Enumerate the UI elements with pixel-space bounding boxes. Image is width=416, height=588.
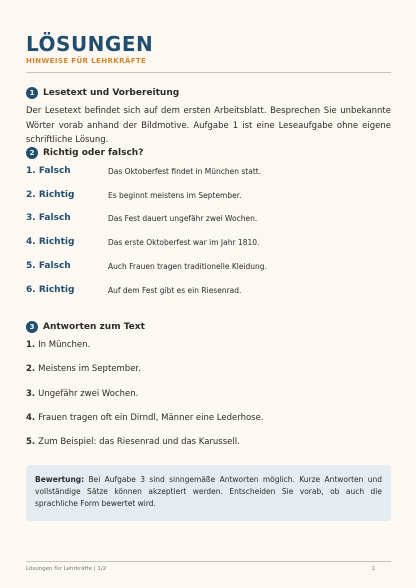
header-divider (26, 72, 391, 73)
section-1-paragraph: Der Lesetext befindet sich auf dem ersten Arbeitsblatt. Besprechen Sie unbekannte Wörter vorab anhand der Bildmotive. Aufgabe 1 ist eine Leseaufgabe ohne eigene schriftliche Lösung. (26, 106, 391, 145)
answer-number: 5. (26, 437, 36, 447)
true-false-item (26, 259, 391, 273)
answer-text: Zum Beispiel: das Riesenrad und das Karussell. (38, 437, 240, 447)
answer-item (26, 362, 391, 376)
answer-item (26, 387, 391, 401)
page-number: 1 (371, 566, 375, 572)
section-2-heading (26, 146, 143, 160)
statement-text: Es beginnt meistens im September. (108, 190, 242, 200)
note-text: Bei Aufgabe 3 sind sinngemäße Antworten möglich. Kurze Antworten und vollständige Sätze können akzeptiert werden. Entscheiden Sie vorab, ob auch die sprachliche Form bewertet wird. (35, 475, 383, 508)
answer-label: 3. Falsch (26, 213, 71, 223)
section-title: Lesetext und Vorbereitung (43, 88, 180, 98)
answer-number: 1. (26, 340, 36, 350)
section-1-heading (26, 86, 179, 100)
answer-label: 5. Falsch (26, 261, 71, 271)
page-title: LÖSUNGEN (26, 32, 154, 56)
evaluation-note (26, 465, 391, 521)
statement-text: Das Oktoberfest findet in München statt. (108, 166, 262, 176)
answer-label: 1. Falsch (26, 166, 71, 176)
answer-text: Frauen tragen oft ein Dirndl, Männer eine Lederhose. (38, 413, 264, 423)
answer-item (26, 435, 391, 449)
answer-number: 2. (26, 364, 36, 374)
true-false-item (26, 235, 391, 249)
footer-divider (26, 561, 391, 562)
section-number-badge: 2 (26, 147, 38, 159)
answer-label: 2. Richtig (26, 190, 75, 200)
answer-item (26, 411, 391, 425)
answer-label: 6. Richtig (26, 285, 75, 295)
answer-text: Ungefähr zwei Wochen. (38, 389, 139, 399)
answer-text: In München. (38, 340, 91, 350)
answer-item (26, 338, 391, 352)
statement-text: Auch Frauen tragen traditionelle Kleidung. (108, 261, 267, 271)
statement-text: Auf dem Fest gibt es ein Riesenrad. (108, 285, 242, 295)
page-subtitle: HINWEISE FÜR LEHRKRÄFTE (26, 57, 147, 65)
note-label: Bewertung: (35, 475, 85, 484)
answer-label: 4. Richtig (26, 237, 75, 247)
section-title: Richtig oder falsch? (43, 148, 144, 158)
footer-caption: Lösungen für Lehrkräfte | 1/2 (26, 566, 107, 572)
statement-text: Das Fest dauert ungefähr zwei Wochen. (108, 213, 258, 223)
answer-number: 4. (26, 413, 36, 423)
answer-number: 3. (26, 389, 36, 399)
section-number-badge: 3 (26, 321, 38, 333)
answer-text: Meistens im September. (38, 364, 141, 374)
true-false-item (26, 164, 391, 178)
section-3-heading (26, 320, 145, 334)
section-title: Antworten zum Text (43, 322, 145, 332)
section-number-badge: 1 (26, 87, 38, 99)
true-false-item (26, 188, 391, 202)
true-false-item (26, 211, 391, 225)
true-false-item (26, 283, 391, 297)
statement-text: Das erste Oktoberfest war im Jahr 1810. (108, 237, 260, 247)
